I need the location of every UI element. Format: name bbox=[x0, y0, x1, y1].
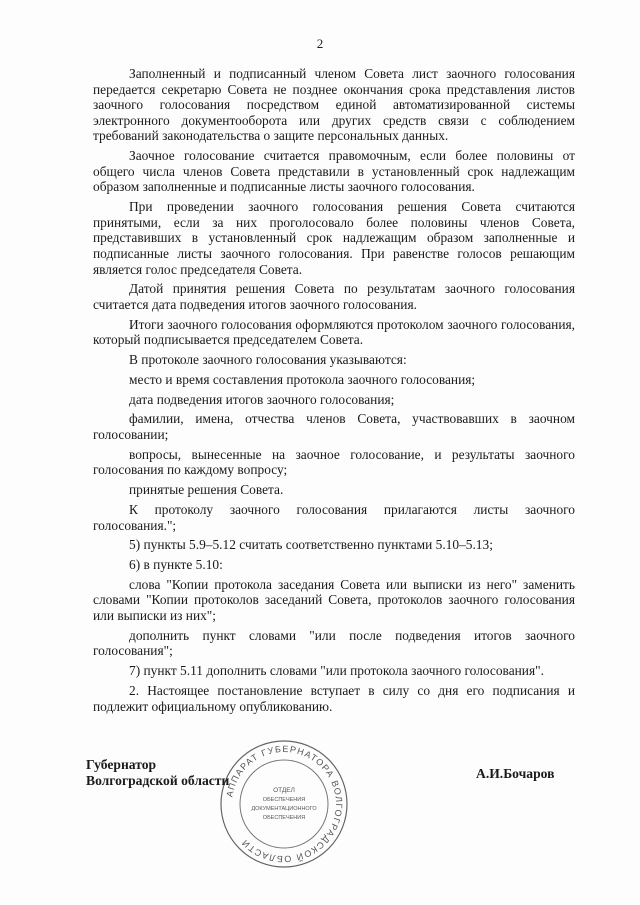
svg-text:АППАРАТ ГУБЕРНАТОРА ВОЛГОГРАДС bbox=[224, 744, 344, 864]
paragraph: 7) пункт 5.11 дополнить словами "или протокола заочного голосования". bbox=[129, 663, 544, 679]
list-item: вопросы, вынесенные на заочное голосование, и результаты заочного голосования по каждому вопросу; bbox=[93, 446, 575, 478]
paragraph: При проведении заочного голосования решения Совета считаются принятыми, если за них проголосовало более половины членов Совета, представивших в установленный срок надлежащим образом заполненные и подписанные листы заочного голосования. При равенстве голосов решающим является голос председателя Совета. bbox=[93, 199, 575, 277]
seal-inner-line: ОБЕСПЕЧЕНИЯ bbox=[262, 797, 306, 803]
paragraph: Заполненный и подписанный членом Совета лист заочного голосования передается секретарю Совета не позднее окончания срока представления листов заочного голосования посредством единой автоматизированной системы электронного документооборота или других средств связи с соблюдением требований законодательства о защите персональных данных. bbox=[93, 66, 575, 144]
signatory-title: Губернатор bbox=[86, 757, 157, 772]
official-seal bbox=[218, 738, 350, 870]
paragraph: Итоги заочного голосования оформляются протоколом заочного голосования, который подписывается председателем Совета. bbox=[93, 316, 575, 348]
page-number: 2 bbox=[316, 36, 324, 51]
list-item: фамилии, имена, отчества членов Совета, участвовавших в заочном голосовании; bbox=[93, 411, 575, 442]
signatory-name: А.И.Бочаров bbox=[476, 766, 555, 781]
paragraph: слова "Копии протокола заседания Совета или выписки из него" заменить словами "Копии протоколов заседаний Совета, протоколов заочного голосования или выписки из них"; bbox=[93, 576, 575, 624]
paragraph: К протоколу заочного голосования прилагаются листы заочного голосования."; bbox=[93, 501, 575, 533]
paragraph: 2. Настоящее постановление вступает в силу со дня его подписания и подлежит официальному опубликованию. bbox=[93, 682, 575, 714]
signatory-region: Волгоградской области bbox=[86, 773, 230, 788]
paragraph: 5) пункты 5.9–5.12 считать соответственно пунктами 5.10–5.13; bbox=[129, 537, 493, 553]
signatory-position bbox=[86, 757, 229, 789]
document-body bbox=[93, 66, 575, 718]
paragraph: В протоколе заочного голосования указываются: bbox=[129, 352, 407, 368]
seal-inner-ring bbox=[240, 760, 328, 848]
list-item: дата подведения итогов заочного голосования; bbox=[129, 391, 395, 407]
seal-inner-line: ДОКУМЕНТАЦИОННОГО bbox=[251, 806, 317, 812]
list-item: принятые решения Совета. bbox=[129, 482, 284, 498]
paragraph: Датой принятия решения Совета по результатам заочного голосования считается дата подведения итогов заочного голосования. bbox=[93, 281, 575, 312]
paragraph: 6) в пункте 5.10: bbox=[129, 557, 223, 573]
paragraph: дополнить пункт словами "или после подведения итогов заочного голосования"; bbox=[93, 627, 575, 659]
seal-inner-line: ОТДЕЛ bbox=[273, 787, 295, 794]
seal-inner-line: ОБЕСПЕЧЕНИЯ bbox=[262, 815, 306, 821]
seal-outer-text: АППАРАТ ГУБЕРНАТОРА ВОЛГОГРАДСКОЙ ОБЛАСТИ bbox=[224, 743, 345, 865]
list-item: место и время составления протокола заочного голосования; bbox=[129, 371, 476, 387]
paragraph: Заочное голосование считается правомочным, если более половины от общего числа членов Совета представили в установленный срок надлежащим образом заполненные и подписанные листы заочного голосования. bbox=[93, 148, 575, 195]
